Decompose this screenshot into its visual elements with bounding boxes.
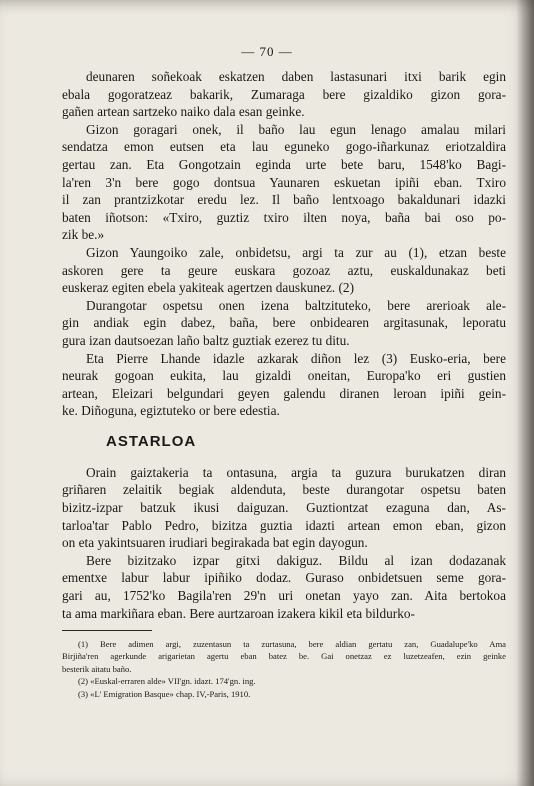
paragraph xyxy=(62,552,506,622)
text-line: il zan prantzizkotar eredu lez. Il baño lentxoago bakaldunari idazki xyxy=(62,192,506,208)
paragraph xyxy=(62,297,506,350)
footnote xyxy=(62,688,506,700)
text-line: gertau zan. Eta Gongotzain eginda urte bete baru, 1548'ko Bagi- xyxy=(62,156,506,172)
paragraphs-after xyxy=(62,464,506,622)
text-line: ta ama markiñara eban. Bere aurtzaroan izakera kikil eta bildurko- xyxy=(62,605,415,621)
footnote xyxy=(62,638,506,675)
text-line: zik be.» xyxy=(62,227,105,243)
text-line: Gizon goragari onek, il baño lau egun lenago amalau milari xyxy=(86,121,506,137)
paragraph xyxy=(62,350,506,420)
page-number: — 70 — xyxy=(241,44,293,59)
body-text xyxy=(62,68,506,622)
text-line: artean, Eleizari belgundari geyen galendu diranen leroan ipiñi gein- xyxy=(62,385,506,401)
text-line: baten iñotson: «Txiro, guztiz txiro ilten noya, baña bai oso po- xyxy=(62,209,506,225)
text-line: (2) «Euskal-erraren alde» VII'gn. idazt. 174'gn. ing. xyxy=(78,676,256,687)
paragraphs-before xyxy=(62,68,506,420)
footnotes xyxy=(62,638,506,700)
text-line: Eta Pierre Lhande idazle azkarak diñon lez (3) Eusko-eria, bere xyxy=(86,350,506,366)
text-line: Durangotar ospetsu onen izena baltzituteko, bere arerioak ale- xyxy=(86,297,506,313)
text-line: on eta yakintsuaren irudiari begirakada bat egin dayogun. xyxy=(62,535,368,551)
text-line: Bere bizitzako izpar gitxi dakiguz. Bildu al izan dodazanak xyxy=(86,552,506,568)
text-line: gura izan dautsoezan laño baltz guztiak ezerez tu ditu. xyxy=(62,332,350,348)
text-line: tarloa'tar Pablo Pedro, bizitza guztia idazti artean emon eban, gizon xyxy=(62,517,506,533)
text-line: deunaren soñekoak eskatzen daben lastasunari itxi barik egin xyxy=(86,69,506,84)
text-line: Gizon Yaungoiko zale, onbidetsu, argi ta zur au (1), etzan beste xyxy=(86,244,506,260)
text-line: la'ren 3'n bere gogo dontsua Yaunaren eskuetan ipiñi eban. Txiro xyxy=(62,174,506,190)
page-edge-shadow xyxy=(516,0,534,786)
text-line: ementxe labur labur ipiñiko dodaz. Guraso onbidetsuen seme gora- xyxy=(62,570,506,586)
text-line: euskeraz egiten ebela yakiteak agertzen dauskunez. (2) xyxy=(62,280,355,296)
text-line: Birjiña'ren agerkunde arigarietan agertu eban batez be. Gai onetzaz ez luzetzeafen, ezin geinke xyxy=(62,651,506,662)
text-line: (3) «L' Emigration Basque» chap. IV,-Paris, 1910. xyxy=(78,688,251,699)
text-line: neurak gogoan eukita, lau gizaldi oneitan, Europa'ko eri gustien xyxy=(62,368,506,384)
paragraph xyxy=(62,464,506,552)
footnote xyxy=(62,675,506,687)
text-line: bizitz-izpar batzuk ikusi daiguzan. Guztiontzat ezaguna dan, As- xyxy=(62,500,506,516)
text-line: besterik aitatu baño. xyxy=(62,663,132,674)
text-line: gari au, 1752'ko Bagila'ren 29'n uri onetan yayo zan. Aita bertokoa xyxy=(62,588,506,604)
text-line: griñaren zelaitik begiak aldenduta, beste durangotar ospetsu baten xyxy=(62,482,506,498)
footnote-rule xyxy=(62,630,152,631)
text-line: Orain gaiztakeria ta ontasuna, argia ta guzura burukatzen diran xyxy=(86,464,506,480)
text-line: (1) Bere adimen argi, zuzentasun ta zurtasuna, bere aldian gertatu zan, Guadalupe'ko Ama xyxy=(78,639,506,649)
paragraph xyxy=(62,244,506,297)
section-heading: ASTARLOA xyxy=(106,432,197,450)
paragraph xyxy=(62,68,506,121)
text-line: gañen artean sartzeko naiko dala esan geinke. xyxy=(62,104,305,120)
paragraph xyxy=(62,121,506,244)
text-line: gin andiak egin dabez, baña, bere onbidearen argitasunak, leporatu xyxy=(62,315,506,331)
text-line: ke. Diñoguna, egiztuteko or bere edestia. xyxy=(62,403,280,419)
text-line: askoren gere ta geure euskara gozoaz aztu, euskaldunakaz beti xyxy=(62,262,506,278)
text-line: sendatza emon eutsen eta lau eguneko gogo-iñarkunaz eriotzaldira xyxy=(62,139,506,155)
text-line: ebala gogoratzeaz bakarik, Zumaraga bere gizaldiko gizon gora- xyxy=(62,86,506,102)
